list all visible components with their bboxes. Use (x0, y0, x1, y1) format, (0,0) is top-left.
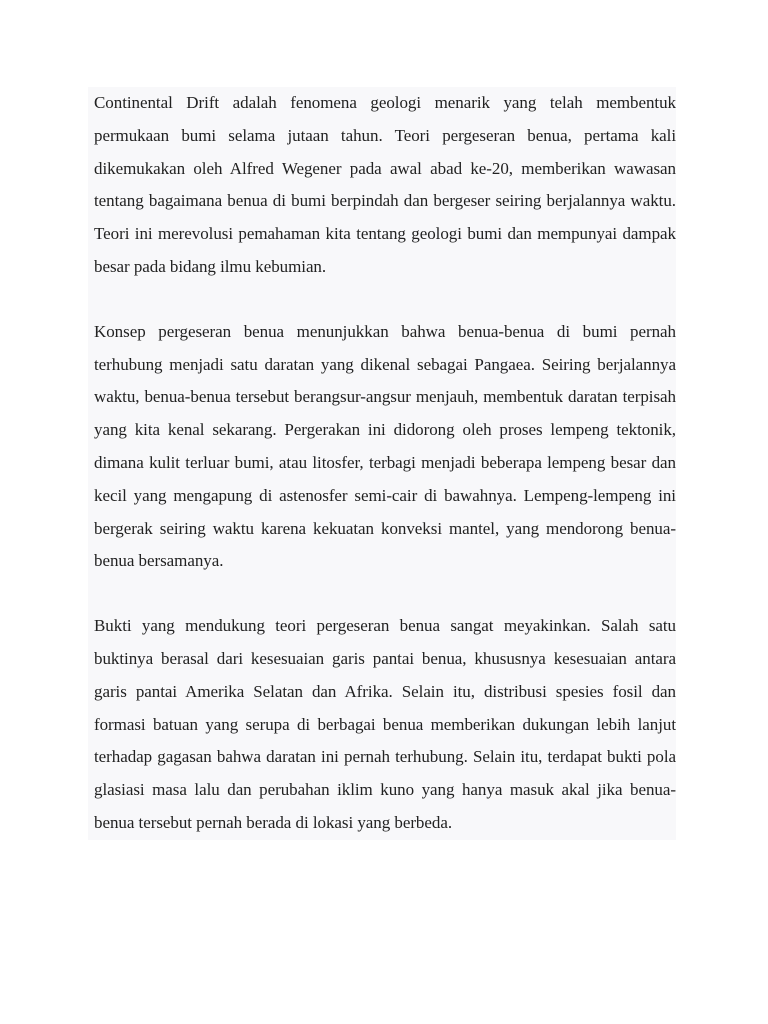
paragraph-2: Konsep pergeseran benua menunjukkan bahwa benua-benua di bumi pernah terhubung menjadi satu daratan yang dikenal sebagai Pangaea. Seiring berjalannya waktu, benua-benua tersebut berangsur-angsur menjauh, membentuk daratan terpisah yang kita kenal sekarang. Pergerakan ini didorong oleh proses lempeng tektonik, dimana kulit terluar bumi, atau litosfer, terbagi menjadi beberapa lempeng besar dan kecil yang mengapung di astenosfer semi-cair di bawahnya. Lempeng-lempeng ini bergerak seiring waktu karena kekuatan konveksi mantel, yang mendorong benua-benua bersamanya. (94, 321, 676, 571)
text-body (88, 87, 676, 840)
paragraph-1: Continental Drift adalah fenomena geologi menarik yang telah membentuk permukaan bumi selama jutaan tahun. Teori pergeseran benua, pertama kali dikemukakan oleh Alfred Wegener pada awal abad ke-20, memberikan wawasan tentang bagaimana benua di bumi berpindah dan bergeser seiring berjalannya waktu. Teori ini merevolusi pemahaman kita tentang geologi bumi dan mempunyai dampak besar pada bidang ilmu kebumian. (94, 93, 676, 276)
paragraph-3: Bukti yang mendukung teori pergeseran benua sangat meyakinkan. Salah satu buktinya berasal dari kesesuaian garis pantai benua, khususnya kesesuaian antara garis pantai Amerika Selatan dan Afrika. Selain itu, distribusi spesies fosil dan formasi batuan yang serupa di berbagai benua memberikan dukungan lebih lanjut terhadap gagasan bahwa daratan ini pernah terhubung. Selain itu, terdapat bukti pola glasiasi masa lalu dan perubahan iklim kuno yang hanya masuk akal jika benua-benua tersebut pernah berada di lokasi yang berbeda. (94, 616, 676, 832)
paragraph-spacer (94, 578, 676, 610)
paragraph-spacer (94, 284, 676, 316)
